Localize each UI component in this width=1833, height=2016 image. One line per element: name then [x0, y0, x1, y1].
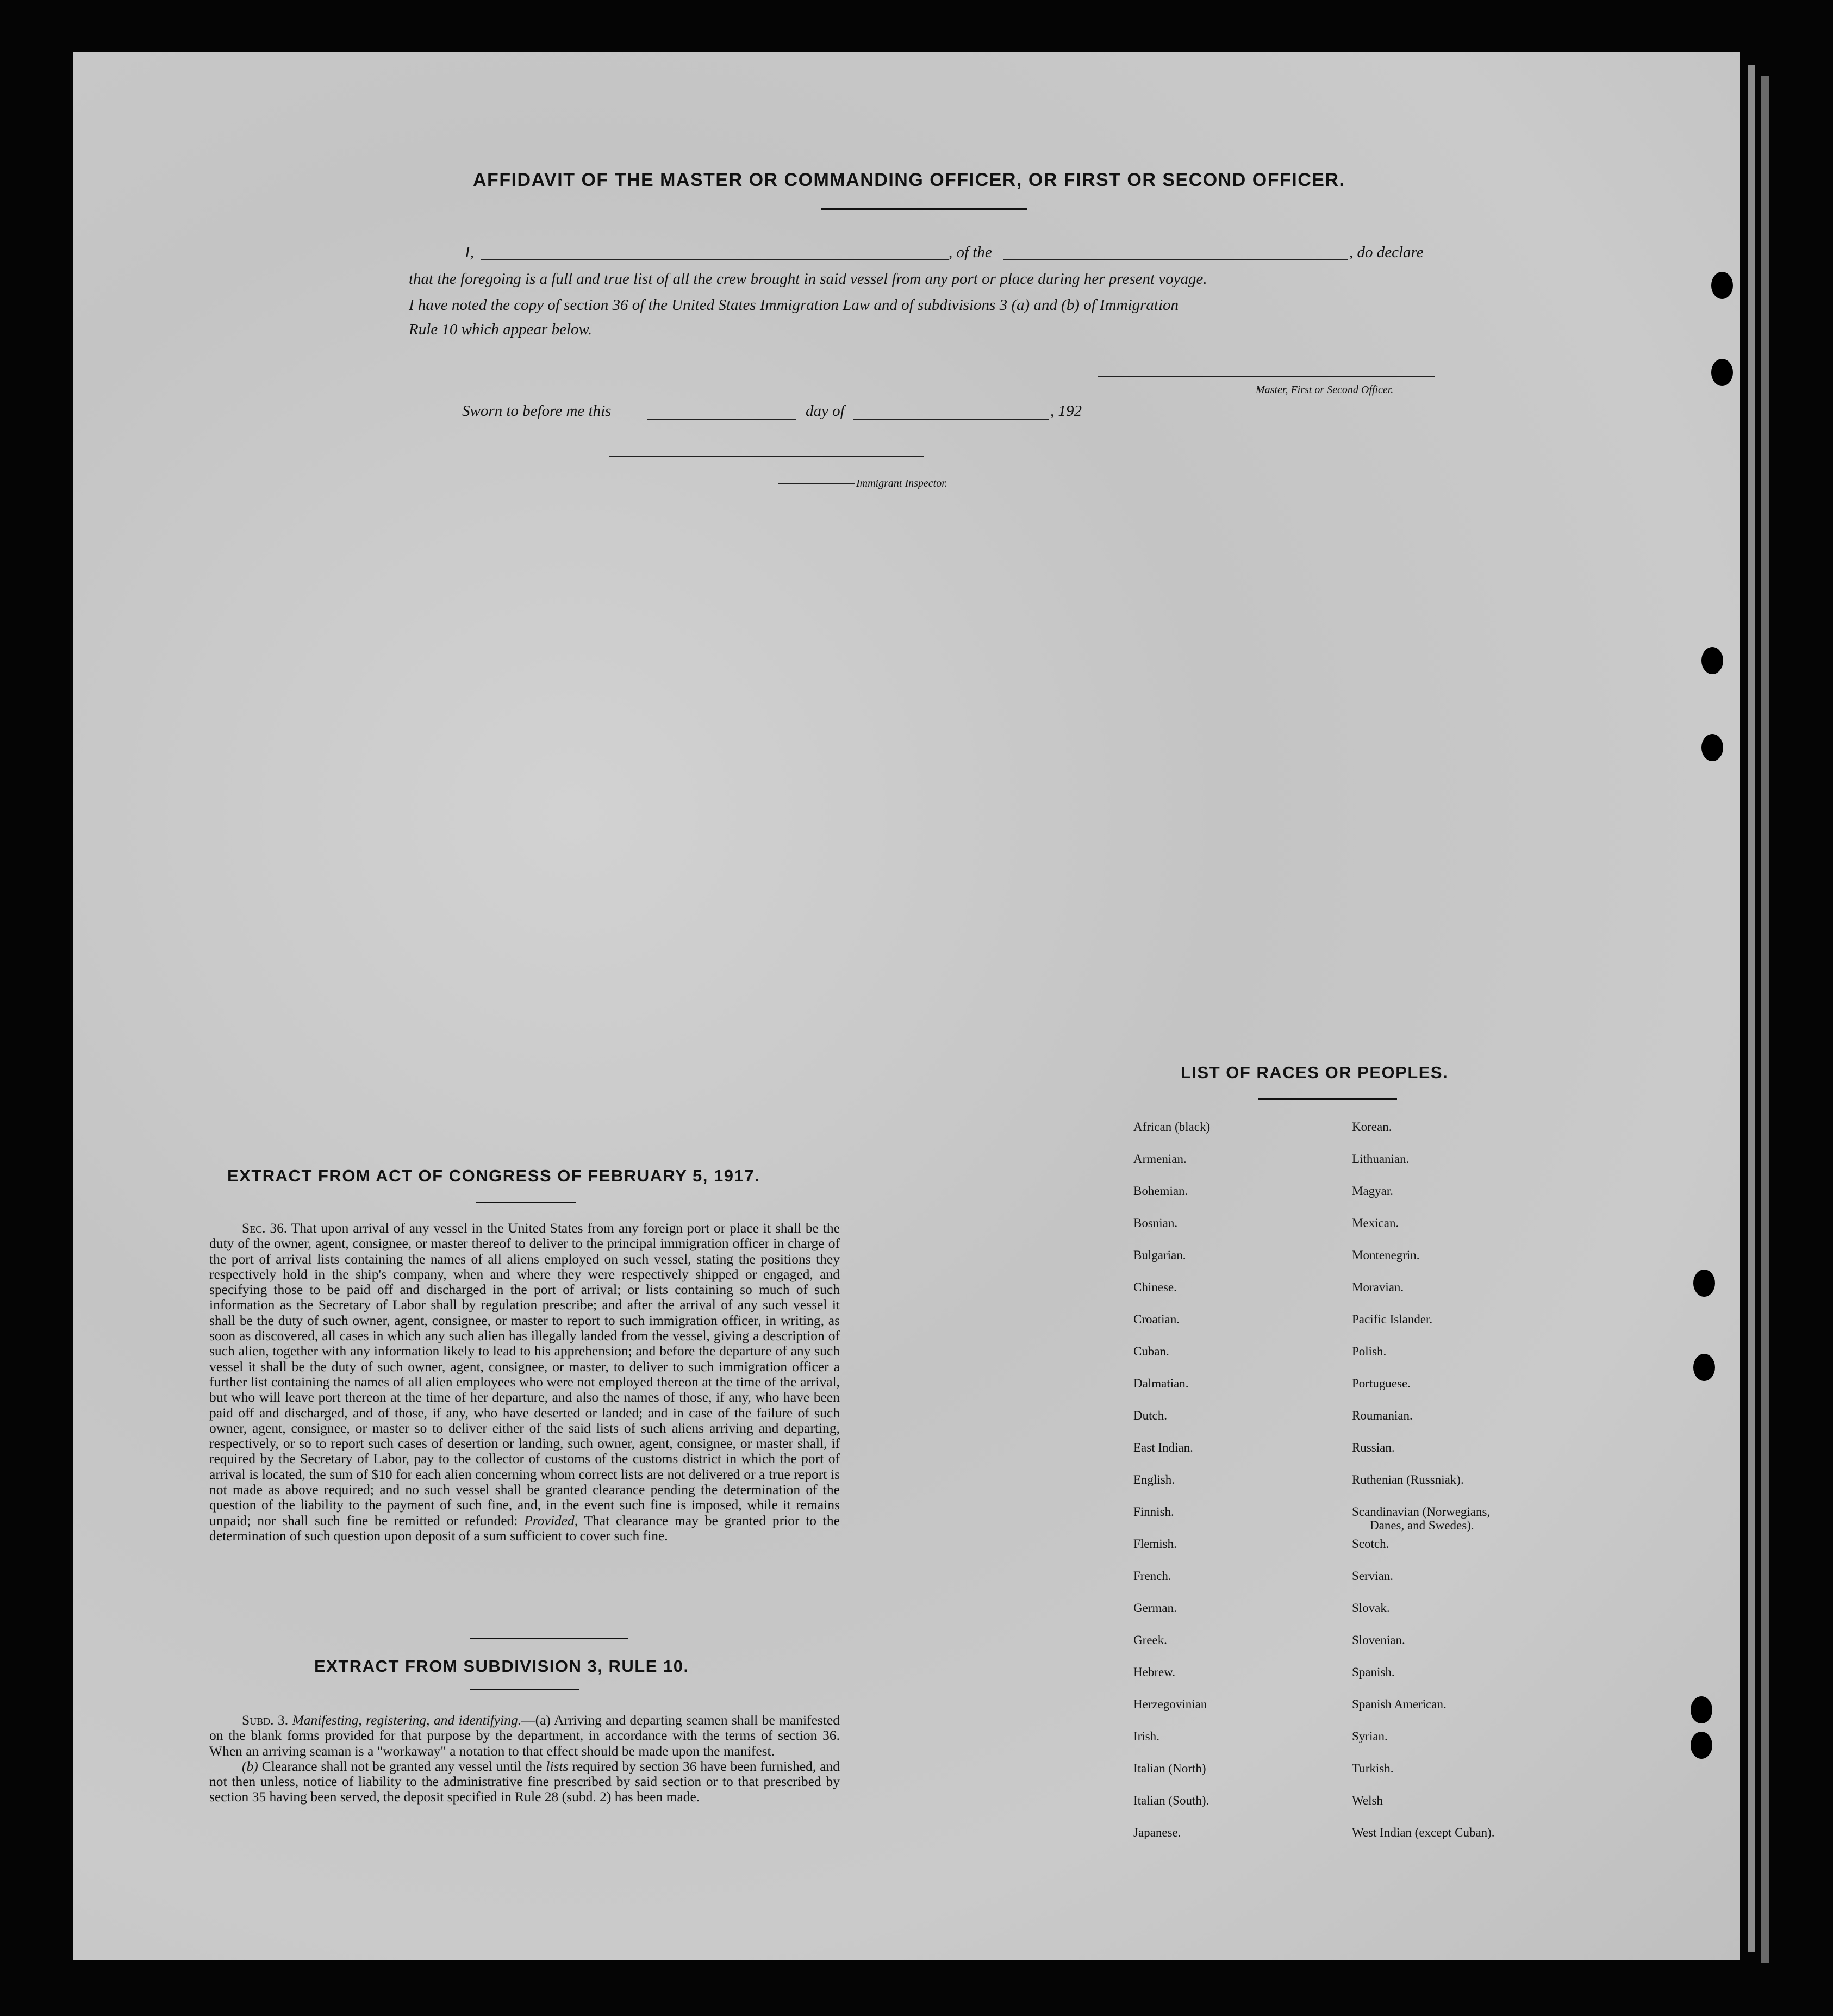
- race-item: Slovak.: [1352, 1601, 1390, 1615]
- race-item: Spanish American.: [1352, 1697, 1447, 1711]
- race-item: Servian.: [1352, 1569, 1394, 1583]
- inspector-label: Immigrant Inspector.: [856, 477, 947, 489]
- race-item: Polish.: [1352, 1345, 1387, 1358]
- subd-label: Subd. 3.: [242, 1712, 289, 1728]
- punch-hole: [1691, 1696, 1712, 1723]
- subd-heading: Manifesting, registering, and identifying.: [292, 1712, 522, 1728]
- subd-b-text-2: required by section 36 have been furnished, and not then unless, notice of liability to the administrative fine prescribed by said section or to that prescribed by section 35 having been served, the deposit specified in Rule 28 (subd. 2) has been made.: [209, 1758, 840, 1805]
- race-item: Roumanian.: [1352, 1409, 1413, 1422]
- subdivision-text: [209, 1713, 840, 1805]
- sec-label: Sec. 36.: [242, 1220, 288, 1236]
- race-item: Croatian.: [1133, 1312, 1180, 1326]
- act-title-rule: [476, 1202, 576, 1203]
- subd-b-label: (b): [242, 1758, 258, 1774]
- master-label: Master, First or Second Officer.: [1256, 384, 1394, 396]
- master-signature-field[interactable]: [1098, 376, 1435, 377]
- mid-rule: [470, 1638, 628, 1639]
- punch-hole: [1711, 359, 1733, 386]
- affidavit-i: I,: [465, 244, 474, 261]
- races-title-rule: [1258, 1098, 1397, 1100]
- rule-title-rule: [470, 1689, 579, 1690]
- race-item: Mexican.: [1352, 1216, 1399, 1230]
- sec-36-end: That clearance may be granted prior to the determination of such question upon deposit of a sum sufficient to cover such fine.: [209, 1512, 840, 1544]
- race-item: Slovenian.: [1352, 1633, 1405, 1647]
- name-field[interactable]: [481, 259, 949, 260]
- punch-hole: [1693, 1270, 1715, 1297]
- race-item: Armenian.: [1133, 1152, 1187, 1166]
- race-item: Bohemian.: [1133, 1184, 1188, 1198]
- page-edge: [1761, 76, 1769, 1963]
- race-item: Ruthenian (Russniak).: [1352, 1473, 1464, 1486]
- race-item: East Indian.: [1133, 1441, 1193, 1454]
- subd-b-lists: lists: [546, 1758, 569, 1774]
- race-item: English.: [1133, 1473, 1175, 1486]
- race-item: Scotch.: [1352, 1537, 1389, 1551]
- race-item: Bulgarian.: [1133, 1248, 1186, 1262]
- page-edge: [1748, 65, 1755, 1952]
- affidavit-line-2: that the foregoing is a full and true list of all the crew brought in said vessel from any port or place during her present voyage.: [409, 270, 1207, 288]
- punch-hole: [1701, 734, 1723, 761]
- affidavit-line-4: Rule 10 which appear below.: [409, 321, 592, 338]
- race-item: Irish.: [1133, 1729, 1159, 1743]
- race-item: Welsh: [1352, 1794, 1383, 1807]
- sec-36-body: That upon arrival of any vessel in the United States from any foreign port or place it shall be the duty of the owner, agent, consignee, or master thereof to deliver to the principal immigration officer in charge of the port of arrival lists containing the names of all aliens employed on such vessel, stating the positions they respectively hold in the ship's company, when and where they were respectively shipped or engaged, and specifying those to be paid off and discharged in the port of arrival; or lists containing so much of such information as the Secretary of Labor shall by regulation prescribe; and after the arrival of any such vessel it shall be the duty of such owner, agent, consignee, or master to report to such immigration officer, in writing, as soon as discovered, all cases in which any such alien has illegally landed from the vessel, giving a description of such alien, together with any information likely to lead to his apprehension; and before the departure of any such vessel it shall be the duty of such owner, agent, consignee, or master, to deliver to such immigration officer a further list containing the names of all alien employees who were not employed thereon at the time of the arrival, but who will leave port thereon at the time of her departure, and also the names of those, if any, who have been paid off and discharged, and of those, if any, who have deserted or landed; and in case of the failure of such owner, agent, consignee, or master so to deliver either of the said lists of such aliens arriving and departing, respectively, or so to report such cases of desertion or landing, such owner, agent, consignee, or master shall, if required by the Secretary of Labor, pay to the collector of customs of the customs district in which the port of arrival is located, the sum of $10 for each alien concerning whom correct lists are not delivered or a true report is not made as above required; and no such vessel shall be granted clearance pending the determination of the question of the liability to the payment of such fine, and, in the event such fine is imposed, while it remains unpaid; nor shall such fine be remitted or refunded:: [209, 1220, 840, 1528]
- race-item: Turkish.: [1352, 1762, 1394, 1775]
- race-item: German.: [1133, 1601, 1177, 1615]
- year-text: , 192: [1050, 402, 1082, 420]
- extract-act-title: EXTRACT FROM ACT OF CONGRESS OF FEBRUARY 5, 1917.: [227, 1166, 760, 1185]
- sworn-text: Sworn to before me this: [462, 402, 612, 420]
- punch-hole: [1701, 647, 1723, 674]
- race-item: Dutch.: [1133, 1409, 1167, 1422]
- race-item: Magyar.: [1352, 1184, 1394, 1198]
- subd-a-label: —(a): [521, 1712, 551, 1728]
- affidavit-title: AFFIDAVIT OF THE MASTER OR COMMANDING OFFICER, OR FIRST OR SECOND OFFICER.: [473, 170, 1345, 190]
- race-item: Pacific Islander.: [1352, 1312, 1433, 1326]
- race-item: Herzegovinian: [1133, 1697, 1207, 1711]
- race-item: Korean.: [1352, 1120, 1392, 1134]
- race-item: Moravian.: [1352, 1280, 1404, 1294]
- race-item: Montenegrin.: [1352, 1248, 1420, 1262]
- race-item: Japanese.: [1133, 1826, 1181, 1839]
- race-item: West Indian (except Cuban).: [1352, 1826, 1495, 1839]
- vessel-field[interactable]: [1003, 259, 1348, 260]
- title-rule: [821, 208, 1027, 210]
- race-item: African (black): [1133, 1120, 1211, 1134]
- race-item: Italian (North): [1133, 1762, 1206, 1775]
- sworn-month-field[interactable]: [853, 419, 1049, 420]
- race-item: Dalmatian.: [1133, 1377, 1189, 1390]
- sworn-day-field[interactable]: [647, 419, 796, 420]
- race-item: Greek.: [1133, 1633, 1167, 1647]
- affidavit-line-3: I have noted the copy of section 36 of the United States Immigration Law and of subdivisions 3 (a) and (b) of Immigration: [409, 296, 1179, 314]
- inspector-rule: [778, 483, 855, 484]
- races-title: LIST OF RACES OR PEOPLES.: [1181, 1063, 1449, 1082]
- race-item: Spanish.: [1352, 1665, 1395, 1679]
- punch-hole: [1693, 1354, 1715, 1381]
- race-item: Bosnian.: [1133, 1216, 1178, 1230]
- inspector-signature-field[interactable]: [609, 456, 924, 457]
- race-item: French.: [1133, 1569, 1171, 1583]
- affidavit-declare: , do declare: [1349, 244, 1424, 261]
- race-item: Chinese.: [1133, 1280, 1177, 1294]
- race-item: Russian.: [1352, 1441, 1395, 1454]
- race-item: Finnish.: [1133, 1505, 1174, 1519]
- punch-hole: [1691, 1732, 1712, 1759]
- race-item: Flemish.: [1133, 1537, 1177, 1551]
- race-item: Italian (South).: [1133, 1794, 1209, 1807]
- race-item: Syrian.: [1352, 1729, 1388, 1743]
- day-of-text: day of: [806, 402, 845, 420]
- subd-a-text: Arriving and departing seamen shall be manifested on the blank forms provided for that purpose by the department, in accordance with the terms of section 36. When an arriving seaman is a "workaway" a notation to that effect should be made upon the manifest.: [209, 1712, 840, 1759]
- race-item: Hebrew.: [1133, 1665, 1176, 1679]
- race-item: Portuguese.: [1352, 1377, 1411, 1390]
- race-item: Lithuanian.: [1352, 1152, 1410, 1166]
- provided-word: Provided,: [524, 1512, 578, 1528]
- affidavit-of-the: , of the: [949, 244, 992, 261]
- subd-b-text-1: Clearance shall not be granted any vessel until the: [261, 1758, 543, 1774]
- race-item: Cuban.: [1133, 1345, 1169, 1358]
- extract-rule-title: EXTRACT FROM SUBDIVISION 3, RULE 10.: [314, 1657, 689, 1676]
- punch-hole: [1711, 272, 1733, 299]
- race-item: Scandinavian (Norwegians,: [1352, 1505, 1491, 1519]
- race-scandinavian-cont: Danes, and Swedes).: [1370, 1519, 1474, 1532]
- section-36-text: [209, 1221, 840, 1544]
